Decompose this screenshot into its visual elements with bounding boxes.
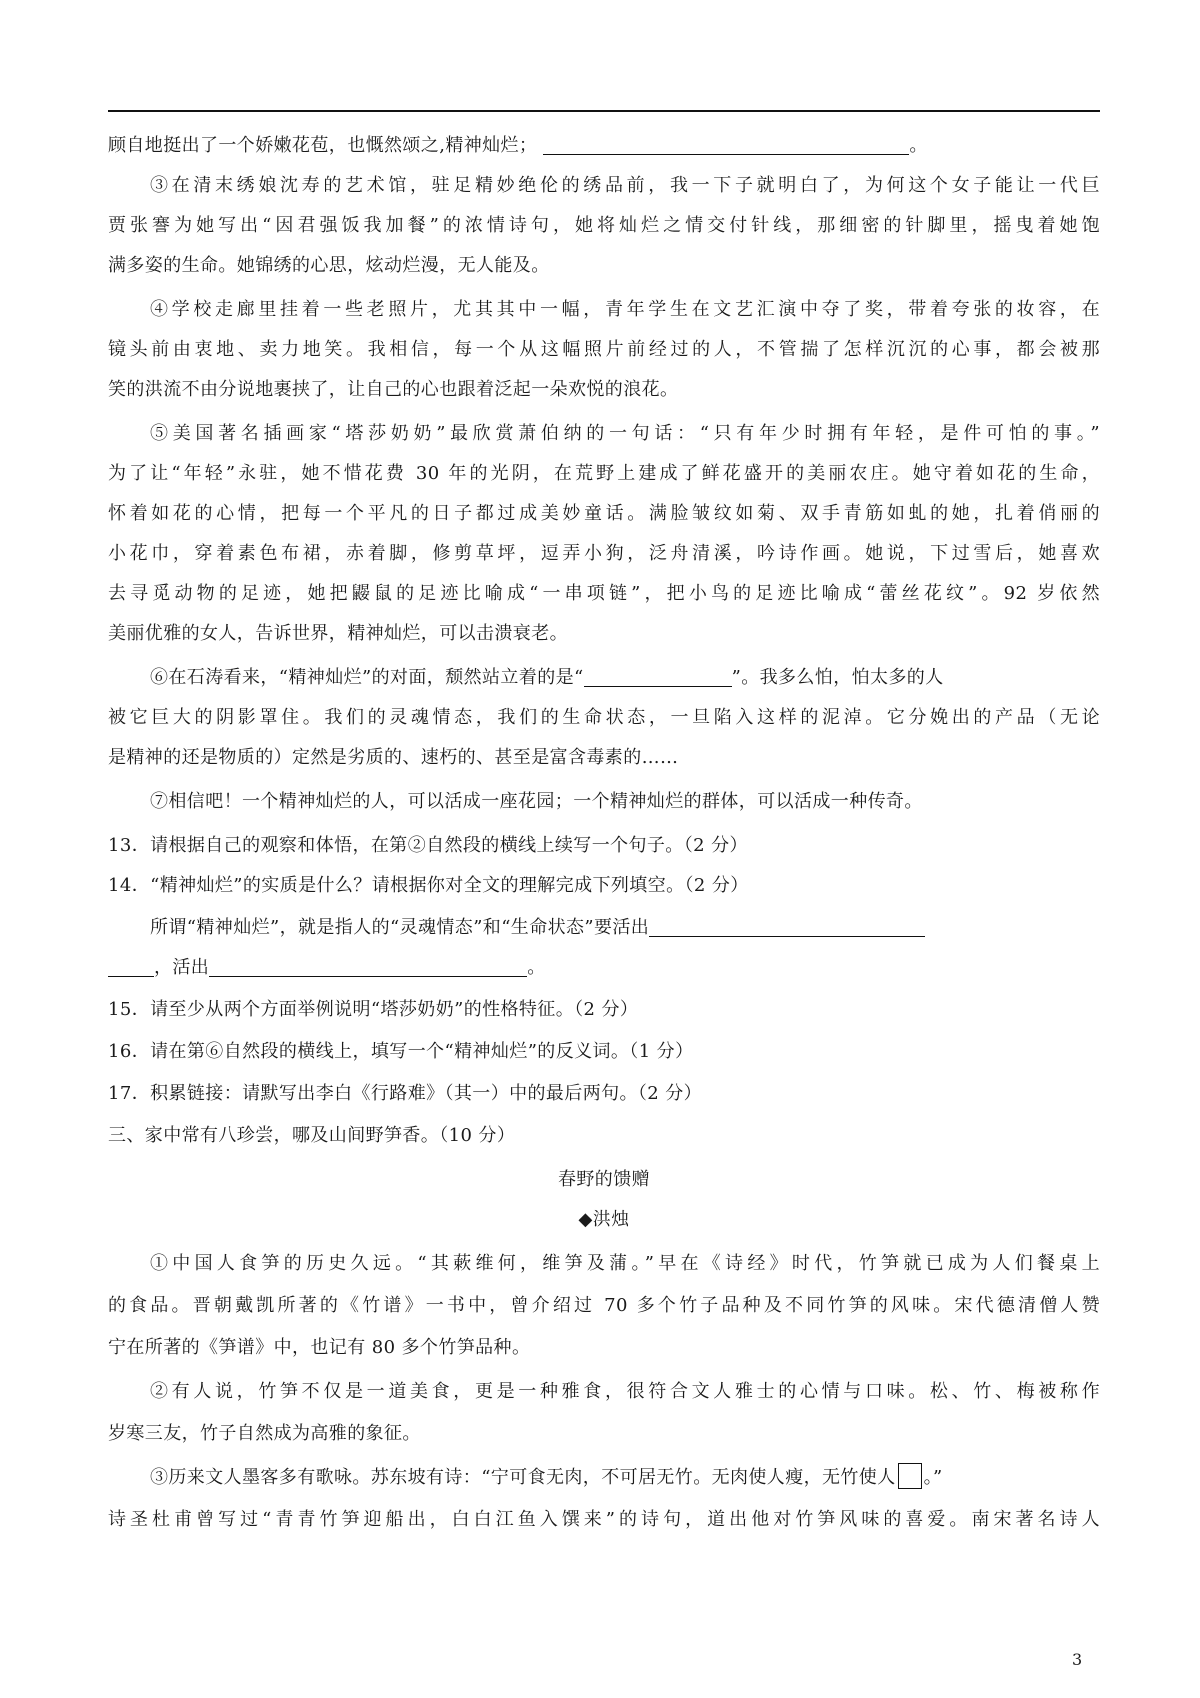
line-text: ②有人说，竹笋不仅是一道美食，更是一种雅食，很符合文人雅士的心情与口味。松、竹、梅被称作 <box>150 1381 1100 1402</box>
paragraph-line <box>150 1374 1100 1410</box>
header-rule <box>108 110 1100 112</box>
section-heading <box>108 1118 1100 1154</box>
line-text: 16．请在第⑥自然段的横线上，填写一个“精神灿烂”的反义词。（1 分） <box>108 1041 694 1062</box>
paragraph-line <box>108 536 1100 572</box>
answer-blank[interactable] <box>584 664 732 687</box>
question-17 <box>108 1076 1100 1112</box>
page-number: 3 <box>1072 1650 1083 1669</box>
question-14 <box>108 868 1100 904</box>
question-16 <box>108 1034 1100 1070</box>
line-text: 17．积累链接：请默写出李白《行路难》（其一）中的最后两句。（2 分） <box>108 1083 703 1104</box>
paragraph-line <box>108 332 1100 368</box>
line-text: 13．请根据自己的观察和体悟，在第②自然段的横线上续写一个句子。（2 分） <box>108 835 748 856</box>
question-14-fill-cont <box>108 950 1100 986</box>
line-text: 去寻觅动物的足迹，她把鼹鼠的足迹比喻成“一串项链”，把小鸟的足迹比喻成“蕾丝花纹”。92 岁依然 <box>108 583 1100 604</box>
line-text: 小花巾，穿着素色布裙，赤着脚，修剪草坪，逗弄小狗，泛舟清溪，吟诗作画。她说，下过雪后，她喜欢 <box>108 543 1100 564</box>
line-text: 岁寒三友，竹子自然成为高雅的象征。 <box>108 1423 421 1444</box>
line-text: 春野的馈赠 <box>558 1169 650 1190</box>
line-text: 所谓“精神灿烂”，就是指人的“灵魂情态”和“生命状态”要活出 <box>150 917 650 938</box>
line-text: 被它巨大的阴影罩住。我们的灵魂情态，我们的生命状态，一旦陷入这样的泥淖。它分娩出的产品（无论 <box>108 707 1100 728</box>
answer-blank[interactable] <box>649 914 925 937</box>
line-text: 的食品。晋朝戴凯所著的《竹谱》一书中，曾介绍过 70 多个竹子品种及不同竹笋的风味。宋代德清僧人赞 <box>108 1295 1100 1316</box>
line-text: ④学校走廊里挂着一些老照片，尤其其中一幅，青年学生在文艺汇演中夺了奖，带着夸张的妆容，在 <box>150 299 1100 320</box>
line-text: 笑的洪流不由分说地裹挟了，让自己的心也跟着泛起一朵欢悦的浪花。 <box>108 379 679 400</box>
line-text: 顾自地挺出了一个娇嫩花苞，也慨然颂之,精神灿烂； <box>108 135 538 156</box>
line-text: 满多姿的生命。她锦绣的心思，炫动烂漫，无人能及。 <box>108 255 550 276</box>
paragraph-line <box>108 372 1100 408</box>
paragraph-line <box>108 576 1100 612</box>
paragraph-line <box>150 784 1100 820</box>
paragraph-line <box>108 248 1100 284</box>
question-15 <box>108 992 1100 1028</box>
paragraph-line <box>150 168 1100 204</box>
line-text: 为了让“年轻”永驻，她不惜花费 30 年的光阴，在荒野上建成了鲜花盛开的美丽农庄。她守着如花的生命， <box>108 463 1100 484</box>
line-text: 怀着如花的心情，把每一个平凡的日子都过成美妙童话。满脸皱纹如菊、双手青筋如虬的她，扎着俏丽的 <box>108 503 1100 524</box>
answer-blank[interactable] <box>209 954 527 977</box>
line-text: 。” <box>923 1467 943 1488</box>
paragraph-line <box>108 1288 1100 1324</box>
line-text: ⑥在石涛看来，“精神灿烂”的对面，颓然站立着的是“ <box>150 667 584 688</box>
question-14-fill <box>150 910 1100 946</box>
line-text: ⑤美国著名插画家“塔莎奶奶”最欣赏萧伯纳的一句话：“只有年少时拥有年轻，是件可怕的事。” <box>150 423 1100 444</box>
line-text: ⑦相信吧！一个精神灿烂的人，可以活成一座花园；一个精神灿烂的群体，可以活成一种传奇。 <box>150 791 923 812</box>
line-text: 是精神的还是物质的）定然是劣质的、速朽的、甚至是富含毒素的…… <box>108 747 679 768</box>
line-text: 。 <box>909 135 928 156</box>
paragraph-line <box>150 1460 1100 1496</box>
line-text: ③在清末绣娘沈寿的艺术馆，驻足精妙绝伦的绣品前，我一下子就明白了，为何这个女子能让一代巨 <box>150 175 1100 196</box>
paragraph-line <box>108 740 1100 776</box>
answer-blank[interactable] <box>543 132 909 155</box>
paragraph-line <box>150 1246 1100 1282</box>
line-text: ③历来文人墨客多有歌咏。苏东坡有诗：“宁可食无肉，不可居无竹。无肉使人瘦，无竹使人 <box>150 1467 896 1488</box>
line-text: ◆洪烛 <box>578 1209 630 1230</box>
line-text: 美丽优雅的女人，告诉世界，精神灿烂，可以击溃衰老。 <box>108 623 568 644</box>
paragraph-line <box>108 496 1100 532</box>
article-title <box>108 1162 1100 1198</box>
line-text: 14．“精神灿烂”的实质是什么？请根据你对全文的理解完成下列填空。（2 分） <box>108 875 749 896</box>
paragraph-line <box>108 456 1100 492</box>
line-text: 宁在所著的《笋谱》中，也记有 80 多个竹笋品种。 <box>108 1337 531 1358</box>
paragraph-line <box>108 1502 1100 1538</box>
line-text: 三、家中常有八珍尝，哪及山间野笋香。（10 分） <box>108 1125 516 1146</box>
line-text: ①中国人食笋的历史久远。“其蔌维何，维笋及蒲。”早在《诗经》时代，竹笋就已成为人们餐桌上 <box>150 1253 1100 1274</box>
paragraph-line <box>150 292 1100 328</box>
paragraph-line <box>108 616 1100 652</box>
paragraph-line <box>108 1416 1100 1452</box>
answer-box[interactable] <box>898 1463 922 1489</box>
paragraph-line <box>150 660 1100 696</box>
line-text: 。 <box>527 957 546 978</box>
paragraph-line <box>108 1330 1100 1366</box>
article-author <box>108 1202 1100 1238</box>
line-text: 诗圣杜甫曾写过“青青竹笋迎船出，白白江鱼入馔来”的诗句，道出他对竹笋风味的喜爱。南宋著名诗人 <box>108 1509 1100 1530</box>
line-text: ”。我多么怕，怕太多的人 <box>731 667 944 688</box>
question-13 <box>108 828 1100 864</box>
text-line <box>108 128 1100 164</box>
answer-blank[interactable] <box>108 954 154 977</box>
line-text: 15．请至少从两个方面举例说明“塔莎奶奶”的性格特征。（2 分） <box>108 999 639 1020</box>
paragraph-line <box>150 416 1100 452</box>
line-text: 镜头前由衷地、卖力地笑。我相信，每一个从这幅照片前经过的人，不管揣了怎样沉沉的心事，都会被那 <box>108 339 1100 360</box>
paragraph-line <box>108 208 1100 244</box>
line-text: 贾张謇为她写出“因君强饭我加餐”的浓情诗句，她将灿烂之情交付针线，那细密的针脚里，摇曳着她饱 <box>108 215 1100 236</box>
line-text: ，活出 <box>154 957 210 978</box>
paragraph-line <box>108 700 1100 736</box>
